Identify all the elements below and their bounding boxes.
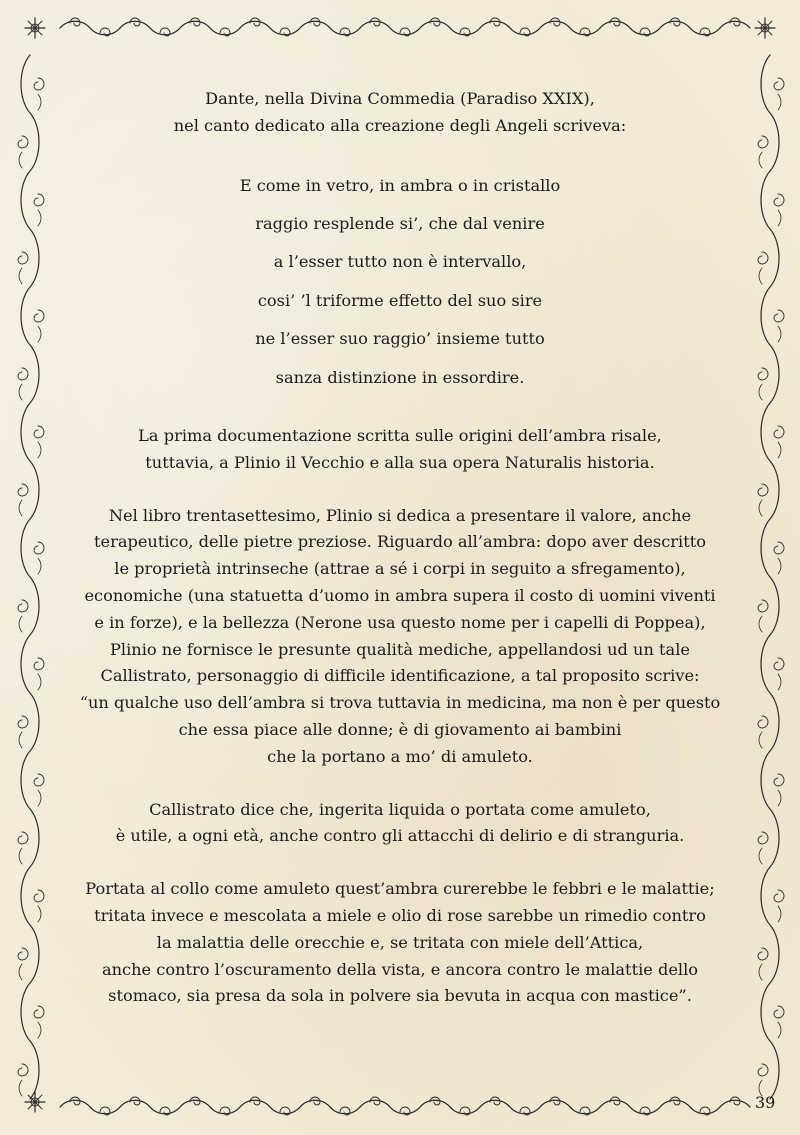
right-scroll-leaf: [778, 1022, 781, 1038]
paragraph-line: Callistrato dice che, ingerita liquida o portata come amuleto,: [149, 799, 651, 819]
paragraph-line: Callistrato, personaggio di difficile identificazione, a tal proposito scrive:: [100, 666, 700, 686]
right-scroll-curl: [774, 774, 784, 786]
right-scroll-curl: [758, 600, 768, 612]
right-scroll-leaf: [778, 558, 781, 574]
paragraph-line: anche contro l’oscuramento della vista, e ancora contro le malattie dello: [101, 959, 699, 979]
left-scroll-leaf: [38, 210, 41, 226]
paragraph-line: stomaco, sia presa da sola in polvere sia bevuta in acqua con mastice”.: [108, 986, 692, 1006]
left-scroll-leaf: [38, 906, 41, 922]
right-scroll: [761, 55, 779, 1099]
paragraph-line: è utile, a ogni età, anche contro gli attacchi di delirio e di stranguria.: [115, 826, 685, 846]
left-scroll-curl: [18, 1064, 28, 1076]
right-scroll-curl: [774, 890, 784, 902]
paragraph-line: economiche (una statuetta d’uomo in ambra supera il costo di uomini viventi: [84, 586, 716, 606]
right-scroll-leaf: [759, 732, 762, 748]
right-scroll-leaf: [759, 268, 762, 284]
left-scroll-leaf: [19, 500, 22, 516]
left-scroll-curl: [18, 600, 28, 612]
right-scroll-curl: [774, 310, 784, 322]
left-scroll-leaf: [19, 384, 22, 400]
left-scroll-curl: [34, 78, 44, 90]
body-paragraph: [70, 423, 730, 477]
left-scroll-leaf: [19, 152, 22, 168]
right-scroll-curl: [758, 948, 768, 960]
verse-line: cosi’ ’l triforme effetto del suo sire: [257, 290, 543, 310]
left-scroll-curl: [34, 542, 44, 554]
left-scroll-curl: [18, 252, 28, 264]
left-scroll-curl: [34, 194, 44, 206]
right-scroll-curl: [758, 252, 768, 264]
right-scroll-leaf: [778, 790, 781, 806]
left-scroll-leaf: [38, 326, 41, 342]
body-paragraph: [70, 876, 730, 1010]
right-scroll-curl: [774, 426, 784, 438]
verse-line: a l’esser tutto non è intervallo,: [273, 252, 527, 272]
right-scroll-curl: [758, 1064, 768, 1076]
right-scroll-leaf: [778, 906, 781, 922]
right-scroll-curl: [774, 78, 784, 90]
intro-paragraph: [70, 86, 730, 140]
verse-line: ne l’esser suo raggio’ insieme tutto: [255, 329, 545, 349]
left-scroll-curl: [34, 774, 44, 786]
paragraph-line: tritata invece e mescolata a miele e olio di rose sarebbe un rimedio contro: [94, 905, 706, 925]
left-scroll-curl: [18, 484, 28, 496]
paragraph-line: Nel libro trentasettesimo, Plinio si dedica a presentare il valore, anche: [108, 505, 692, 525]
right-scroll-curl: [758, 368, 768, 380]
right-scroll-curl: [774, 194, 784, 206]
verse-line: E come in vetro, in ambra o in cristallo: [239, 175, 561, 195]
paragraph-line: La prima documentazione scritta sulle origini dell’ambra risale,: [138, 426, 662, 446]
left-scroll: [21, 55, 39, 1099]
paragraph-line: le proprietà intrinseche (attrae a sé i corpi in seguito a sfregamento),: [114, 559, 686, 579]
right-scroll-leaf: [778, 326, 781, 342]
left-scroll-leaf: [38, 442, 41, 458]
left-scroll-leaf: [19, 732, 22, 748]
paragraph-line: e in forze), e la bellezza (Nerone usa questo nome per i capelli di Poppea),: [94, 612, 706, 632]
left-scroll-curl: [34, 890, 44, 902]
paragraph-line: che la portano a mo’ di amuleto.: [267, 746, 533, 766]
paragraph-line: la malattia delle orecchie e, se tritata con miele dell’Attica,: [156, 932, 644, 952]
paragraph-line: Plinio ne fornisce le presunte qualità mediche, appellandosi ud un tale: [110, 639, 690, 659]
right-scroll-leaf: [759, 152, 762, 168]
left-scroll-curl: [18, 136, 28, 148]
left-scroll-curl: [34, 310, 44, 322]
left-scroll-leaf: [19, 616, 22, 632]
left-scroll-curl: [18, 832, 28, 844]
left-scroll-curl: [34, 426, 44, 438]
left-scroll-leaf: [38, 790, 41, 806]
right-scroll-leaf: [759, 848, 762, 864]
left-scroll-leaf: [38, 1022, 41, 1038]
right-scroll-leaf: [778, 94, 781, 110]
body-paragraph: [70, 797, 730, 851]
right-scroll-leaf: [759, 500, 762, 516]
page-text: [70, 86, 730, 1010]
paragraph-line: “un qualche uso dell’ambra si trova tuttavia in medicina, ma non è per questo: [79, 693, 721, 713]
intro-line: Dante, nella Divina Commedia (Paradiso XXIX),: [205, 89, 595, 108]
right-scroll-curl: [758, 716, 768, 728]
left-scroll-leaf: [38, 558, 41, 574]
right-scroll-curl: [774, 1006, 784, 1018]
right-scroll-leaf: [778, 210, 781, 226]
right-scroll-curl: [774, 542, 784, 554]
paragraph-line: Portata al collo come amuleto quest’ambra curerebbe le febbri e le malattie;: [85, 879, 715, 899]
right-scroll-curl: [774, 658, 784, 670]
right-scroll-leaf: [778, 674, 781, 690]
left-scroll-leaf: [19, 268, 22, 284]
left-scroll-leaf: [38, 94, 41, 110]
left-scroll-leaf: [19, 848, 22, 864]
right-scroll-leaf: [778, 442, 781, 458]
intro-line: nel canto dedicato alla creazione degli Angeli scriveva:: [173, 115, 627, 135]
left-scroll-curl: [18, 716, 28, 728]
right-scroll-curl: [758, 136, 768, 148]
dante-verse: [70, 167, 730, 397]
right-scroll-leaf: [759, 384, 762, 400]
left-scroll-curl: [34, 1006, 44, 1018]
right-scroll-leaf: [759, 616, 762, 632]
paragraph-line: tuttavia, a Plinio il Vecchio e alla sua opera Naturalis historia.: [145, 452, 655, 472]
left-scroll-curl: [18, 368, 28, 380]
paragraph-line: che essa piace alle donne; è di giovamento ai bambini: [178, 720, 622, 739]
page-number: 39: [755, 1093, 776, 1112]
left-scroll-leaf: [19, 964, 22, 980]
right-scroll-curl: [758, 484, 768, 496]
paragraph-line: terapeutico, delle pietre preziose. Riguardo all’ambra: dopo aver descritto: [94, 532, 706, 552]
left-scroll-leaf: [38, 674, 41, 690]
verse-line: sanza distinzione in essordire.: [275, 367, 525, 387]
right-scroll-leaf: [759, 964, 762, 980]
left-scroll-curl: [34, 658, 44, 670]
right-scroll-curl: [758, 832, 768, 844]
verse-line: raggio resplende si’, che dal venire: [255, 214, 545, 233]
body-paragraph: [70, 503, 730, 771]
left-scroll-leaf: [19, 1080, 22, 1096]
left-scroll-curl: [18, 948, 28, 960]
